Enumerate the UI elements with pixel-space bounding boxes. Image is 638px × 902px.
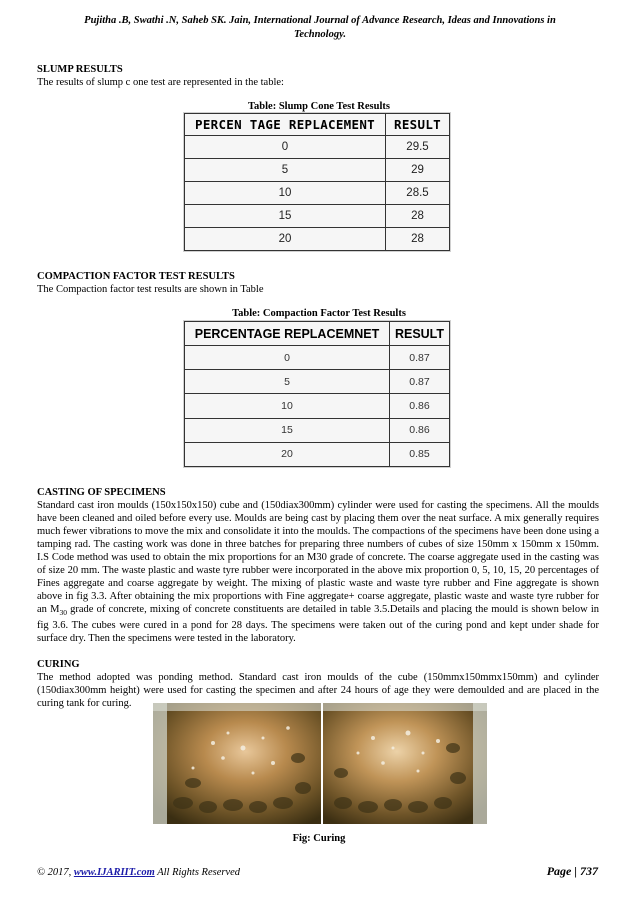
- table-cell: 29: [386, 159, 450, 182]
- column-header: PERCENTAGE REPLACEMNET: [185, 322, 390, 346]
- copyright-prefix: © 2017,: [37, 867, 74, 878]
- casting-paragraph: [37, 499, 599, 645]
- table-header-row: [185, 114, 450, 136]
- running-header: [70, 14, 570, 42]
- slump-table-caption: Table: Slump Cone Test Results: [248, 101, 390, 112]
- compaction-table-image: [183, 320, 451, 468]
- table-row: [185, 159, 450, 182]
- curing-photo-left-image: [153, 703, 321, 824]
- column-header: RESULT: [386, 114, 450, 136]
- table-cell: 0.86: [390, 418, 450, 442]
- table-cell: 5: [185, 370, 390, 394]
- copyright-suffix: All Rights Reserved: [154, 867, 241, 878]
- table-row: [185, 370, 450, 394]
- table-cell: 20: [185, 442, 390, 466]
- header-line-1: Pujitha .B, Swathi .N, Saheb SK. Jain, International Journal of Advance Research, Ideas and Innovations in: [84, 15, 556, 26]
- casting-heading: CASTING OF SPECIMENS: [37, 487, 166, 498]
- table-row: [185, 136, 450, 159]
- table-cell: 0.85: [390, 442, 450, 466]
- compaction-table-caption: Table: Compaction Factor Test Results: [232, 308, 406, 319]
- curing-photo-right-image: [323, 703, 487, 824]
- slump-intro: The results of slump c one test are represented in the table:: [37, 77, 284, 88]
- table-cell: 0.86: [390, 394, 450, 418]
- table-cell: 28.5: [386, 182, 450, 205]
- table-cell: 10: [185, 394, 390, 418]
- slump-table-image: [183, 112, 451, 252]
- journal-link[interactable]: www.IJARIIT.com: [73, 867, 155, 878]
- table-header-row: [185, 322, 450, 346]
- table-cell: 20: [185, 228, 386, 251]
- slump-table: [184, 113, 450, 251]
- casting-text-part-1: Standard cast iron moulds (150x150x150) cube and (150diax300mm) cylinder were used for casting the specimens. All the moulds have been cleaned and oiled before every use. Moulds are being cast by placing them over the neat surface. A mix generally requires much fewer vibrations to move the mix and consolidate it into the moulds. The compactions of the specimens have been done using a tamping rad. The casting work was done in three batches for preparing three numbers of cubes of size 150mm x 150mm x 150mm. I.S Code method was used to obtain the mix proportions for an M30 grade of concrete. The coarse aggregate used in the casting was of size 20 mm. The waste plastic and waste tyre rubber were incorporated in the above mix proportion 0, 5, 10, 15, 20 percentages of Fines aggregate and coarse aggregate by weight. The mixing of plastic waste and waste tyre rubber and Fine aggregate is shown above in fig 3.3. After obtaining the mix proportions with Fine aggregate+ coarse aggregate, plastic waste and waste tyre rubber for an M: [37, 500, 599, 615]
- page-number: Page | 737: [546, 864, 598, 878]
- table-cell: 29.5: [386, 136, 450, 159]
- table-cell: 15: [185, 418, 390, 442]
- compaction-intro: The Compaction factor test results are shown in Table: [37, 284, 264, 295]
- grade-subscript: 30: [59, 608, 67, 618]
- table-row: [185, 418, 450, 442]
- table-cell: 0: [185, 346, 390, 370]
- table-row: [185, 346, 450, 370]
- table-cell: 28: [386, 228, 450, 251]
- table-cell: 0: [185, 136, 386, 159]
- header-line-2: Technology.: [293, 29, 346, 40]
- curing-paragraph: The method adopted was ponding method. Standard cast iron moulds of the cube (150mmx150mmx150mm) and cylinder (150diax300mm height) were used for casting the specimen and after 24 hours of age they were demoulded and are placed in the curing tank for curing.: [37, 672, 599, 709]
- table-row: [185, 228, 450, 251]
- table-row: [185, 182, 450, 205]
- column-header: PERCEN TAGE REPLACEMENT: [185, 114, 386, 136]
- column-header: RESULT: [390, 322, 450, 346]
- table-cell: 5: [185, 159, 386, 182]
- table-cell: 10: [185, 182, 386, 205]
- curing-photo-left: [153, 703, 321, 824]
- footer-copyright: [37, 867, 240, 878]
- compaction-table: [184, 321, 450, 467]
- curing-photo-right: [323, 703, 487, 824]
- curing-figure-caption: Fig: Curing: [292, 833, 346, 844]
- compaction-heading: COMPACTION FACTOR TEST RESULTS: [37, 271, 235, 282]
- casting-text-part-2: grade of concrete, mixing of concrete constituents are detailed in table 3.5.Details and placing the mould is shown below in fig 3.6. The cubes were cured in a pond for 28 days. The specimens were taken out of the curing pond and kept under shade for surface dry. Then the specimens were tested in the laboratory.: [37, 604, 600, 645]
- table-row: [185, 205, 450, 228]
- table-cell: 0.87: [390, 370, 450, 394]
- table-row: [185, 442, 450, 466]
- curing-heading: CURING: [37, 659, 80, 670]
- table-cell: 28: [386, 205, 450, 228]
- slump-heading: SLUMP RESULTS: [37, 64, 123, 75]
- table-cell: 15: [185, 205, 386, 228]
- table-row: [185, 394, 450, 418]
- table-cell: 0.87: [390, 346, 450, 370]
